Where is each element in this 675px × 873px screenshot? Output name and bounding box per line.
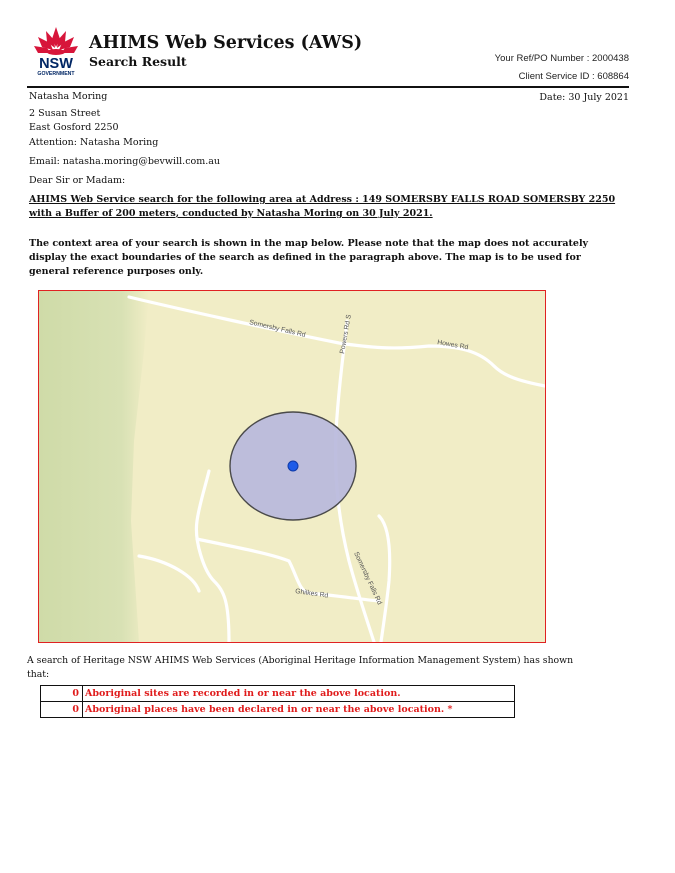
map-canvas: [39, 291, 545, 642]
context-note-line2: display the exact boundaries of the search as defined in the paragraph above. The map is to be used for: [29, 252, 581, 263]
nsw-government-logo: [30, 25, 82, 77]
recipient-name: Natasha Moring: [29, 91, 108, 102]
page-title: AHIMS Web Services (AWS): [89, 33, 363, 53]
salutation: Dear Sir or Madam:: [29, 175, 126, 186]
attention-line: Attention: Natasha Moring: [29, 137, 159, 148]
recipient-suburb: East Gosford 2250: [29, 122, 119, 133]
search-location-point: [288, 461, 298, 471]
road-label-somersby-falls-rd-south: Somersby Falls Rd: [352, 550, 383, 606]
email-line: Email: natasha.moring@bevwill.com.au: [29, 156, 221, 167]
search-shown-line1: A search of Heritage NSW AHIMS Web Services (Aboriginal Heritage Information Management System) has shown: [27, 655, 574, 666]
results-table: [40, 685, 515, 718]
search-shown-line2: that:: [27, 669, 50, 680]
road-label-powers-rd-s: Powers Rd S: [339, 314, 353, 355]
context-note-line1: The context area of your search is shown in the map below. Please note that the map does not accurately: [29, 238, 589, 249]
client-service-id: Client Service ID : 608864: [518, 71, 629, 82]
road-label-ghilkes-rd: Ghilkes Rd: [294, 588, 329, 600]
letter-date: Date: 30 July 2021: [539, 92, 629, 103]
header-divider: [27, 86, 629, 88]
logo-nsw-text: NSW: [39, 56, 73, 72]
sites-text: Aboriginal sites are recorded in or near the above location.: [83, 686, 515, 702]
places-text: Aboriginal places have been declared in or near the above location. *: [83, 702, 515, 718]
result-row-sites: [41, 686, 515, 702]
road-label-howes-rd: Howes Rd: [436, 339, 469, 352]
places-count: 0: [41, 702, 83, 718]
waratah-icon: [34, 27, 78, 55]
forest-area: [39, 291, 149, 642]
search-description-line1: AHIMS Web Service search for the following area at Address : 149 SOMERSBY FALLS ROAD SOMERSBY 2250: [29, 194, 616, 205]
context-note-line3: general reference purposes only.: [29, 266, 204, 277]
search-description-line2: with a Buffer of 200 meters, conducted by Natasha Moring on 30 July 2021.: [29, 208, 433, 219]
recipient-street: 2 Susan Street: [29, 108, 101, 119]
result-row-places: [41, 702, 515, 718]
search-area-map: [38, 290, 546, 643]
page-subtitle: Search Result: [89, 54, 187, 69]
logo-government-text: GOVERNMENT: [37, 71, 75, 77]
ref-po-number: Your Ref/PO Number : 2000438: [494, 53, 629, 64]
road-label-somersby-falls-rd: Somersby Falls Rd: [248, 319, 307, 339]
sites-count: 0: [41, 686, 83, 702]
